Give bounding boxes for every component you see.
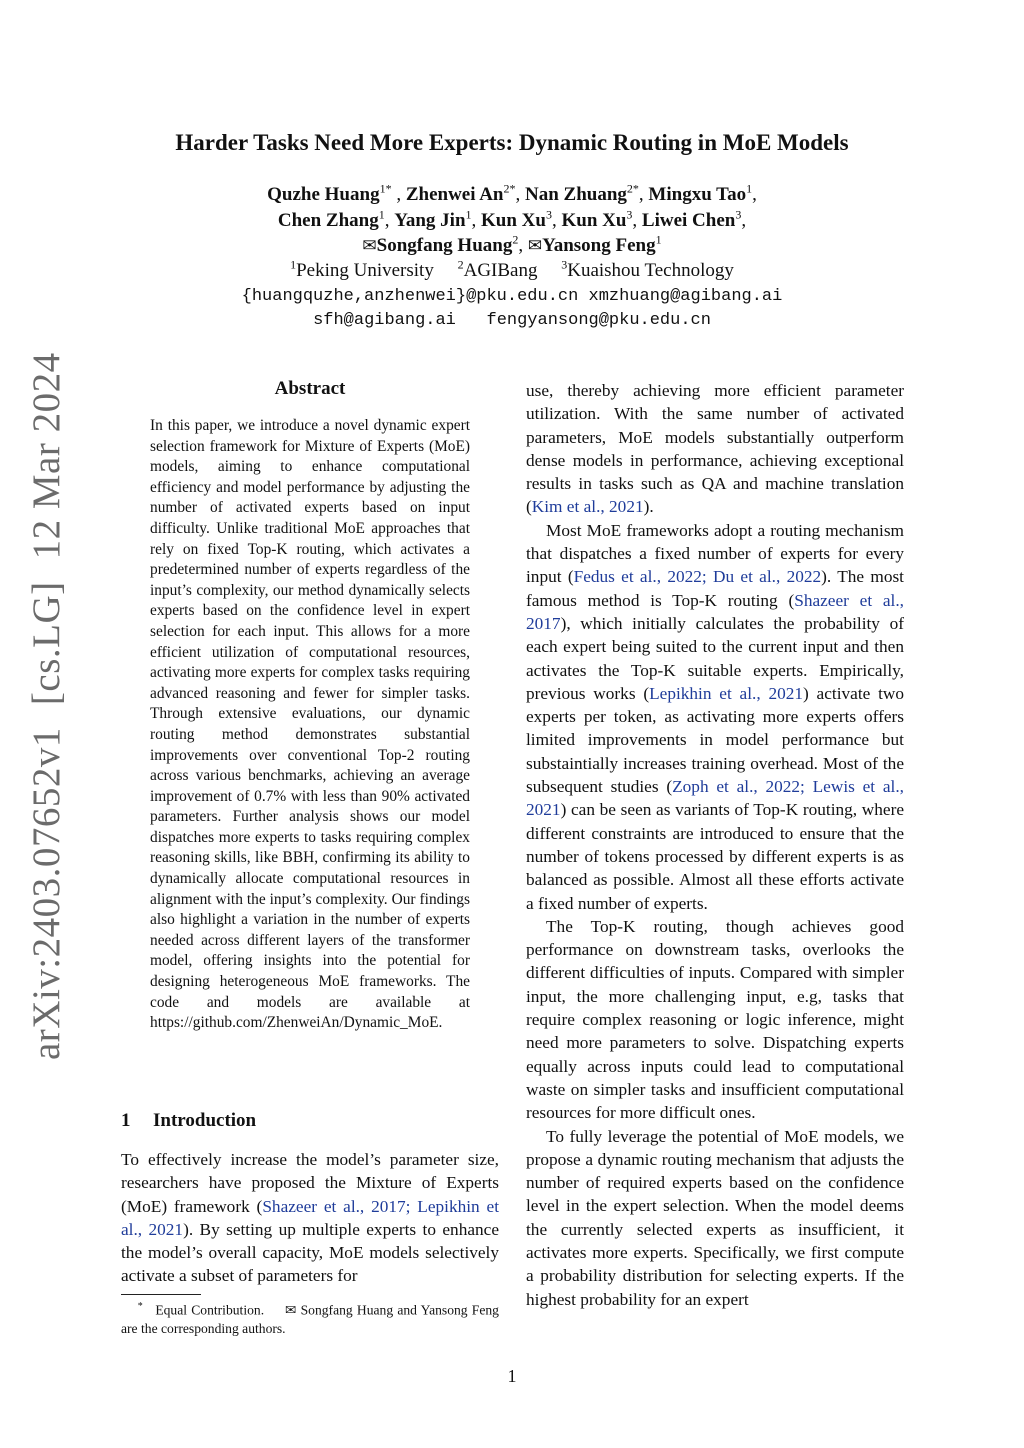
paper-title: Harder Tasks Need More Experts: Dynamic Routing in MoE Models [175,130,849,155]
author-name: Songfang Huang [376,235,513,256]
author-line-3: ✉Songfang Huang$^2$, ✉Yansong Feng$^1$ [362,232,662,256]
email-line-2 [0,311,1024,330]
footnote-mark: * [137,1301,143,1312]
envelope-icon: ✉ [285,1302,297,1318]
author-name: Yansong Feng [542,235,656,256]
citation-link[interactable]: Shazeer et al., 2017 [526,590,904,633]
author-name: Liwei Chen [641,210,736,231]
paragraph: To fully leverage the potential of MoE models, we propose a dynamic routing mechanism that adjusts the number of required experts based on the confidence level in the expert selection. When the model deems the currently selected experts as insufficient, it activates more experts. Specifically, we first compute a probability distribution for selecting experts. If the highest probability for an expert [526,1126,904,1309]
author-name: Kun Xu [481,210,546,231]
citation-link[interactable]: Zoph et al., 2022; Lewis et al., 2021 [526,777,904,820]
abstract-text: In this paper, we introduce a novel dynamic expert selection framework for Mixture of Experts (MoE) models, aiming to enhance computational efficiency and model performance by adjusting the number of activated experts based on input difficulty. Unlike traditional MoE approaches that rely on fixed Top-K routing, which activates a predetermined number of experts regardless of the input’s complexity, our method dynamically selects experts based on the confidence level in expert selection for each input. This allows for a more efficient utilization of computational resources, activating more experts for complex tasks requiring advanced reasoning and fewer for simpler tasks. Through extensive evaluations, our dynamic routing method demonstrates substantial improvements over conventional Top-2 routing across various benchmarks, achieving an average improvement of 0.7% with less than 90% activated parameters. Further analysis shows our model dispatches more experts to tasks requiring complex reasoning skills, like BBH, confirming its ability to dynamically allocate computational resources in alignment with the input’s complexity. Our findings also highlight a variation in the number of experts needed across different layers of the transformer model, offering insights into the potential for designing heterogeneous MoE frameworks. The code and models are available at https://github.com/ZhenweiAn/Dynamic_MoE. [150,417,470,1032]
affiliations: $^1$Peking University $^2$AGIBang $^3$Kuaishou Technology [290,257,734,281]
arxiv-id: arXiv:2403.07652v1 [25,727,68,1060]
right-column [526,379,904,1311]
affiliation: AGIBang [463,260,538,281]
email-address[interactable]: sfh@agibang.ai [313,311,456,330]
citation-link[interactable]: Kim et al., 2021 [531,497,644,517]
paragraph: Most MoE frameworks adopt a routing mechanism that dispatches a fixed number of experts for every input (Fedus et al., 2022; Du et al., 2022). The most famous method is Top-K routing (Shazeer et al., 2017), which initially calculates the probability of each expert being suited to the current input and then activates the Top-K suitable experts. Empirically, previous works (Lepikhin et al., 2021) activate two experts per token, as activating more experts offers limited improvements in model performance but substaintially increases training overhead. Most of the subsequent studies (Zoph et al., 2022; Lewis et al., 2021) can be seen as variants of Top-K routing, where different constraints are introduced to ensure that the number of tokens processed by different experts is as balanced as possible. Almost all these efforts activate a fixed number of experts. [526,520,905,913]
section-number: 1 [121,1110,131,1131]
section-heading-introduction [121,1110,256,1132]
author-name: Zhenwei An [405,184,504,205]
email-line-1[interactable]: {huangquzhe,anzhenwei}@pku.edu.cn xmzhuang@agibang.ai [241,287,783,306]
envelope-icon: ✉ [362,236,377,255]
paragraph: The Top-K routing, though achieves good performance on downstream tasks, overlooks the different difficulties of inputs. Compared with simpler input, the more challenging input, e.g, tasks that require complex reasoning or logic inference, might need more parameters to solve. Dispatching experts equally across inputs could lead to computational waste on simpler tasks and insufficient computational resources for more difficult ones. [526,916,904,1123]
author-name: Yang Jin [394,210,466,231]
author-name: Nan Zhuang [525,184,627,205]
arxiv-category: [cs.LG] [25,581,68,706]
author-line-1: Quzhe Huang$^{1*}$ , Zhenwei $An^{2*}$, Nan Zhuang$^{2*}$, Mingxu Tao$^1$, [267,181,757,205]
section-title: Introduction [153,1110,257,1131]
footnote: * Equal Contribution. ✉ Songfang Huang and Yansong Feng are the corresponding authors. [121,1301,499,1336]
affiliation: Peking University [296,260,434,281]
citation-link[interactable]: Shazeer et al., 2017; Lepikhin et al., 2021 [121,1196,499,1239]
citation-link[interactable]: Lepikhin et al., 2021 [649,683,804,703]
abstract-heading: Abstract [274,378,346,399]
author-name: Kun Xu [561,210,627,231]
footnote-rule [121,1294,201,1295]
intro-paragraph-1: To effectively increase the model’s parameter size, researchers have proposed the Mixture of Experts (MoE) framework (Shazeer et al., 2017; Lepikhin et al., 2021). By setting up multiple experts to enhance the model’s overall capacity, MoE models selectively activate a subset of parameters for [121,1150,499,1286]
paragraph: use, thereby achieving more efficient parameter utilization. With the same number of activated parameters, MoE models substantially outperform dense models in performance, achieving exceptional results in tasks such as QA and machine translation (Kim et al., 2021). [526,381,904,517]
author-name: Quzhe Huang [267,184,380,205]
author-name: Mingxu Tao [648,184,747,205]
arxiv-date: 12 Mar 2024 [25,352,68,560]
author-line-2: Chen Zhang$^1$, Yang Jin$^1$, Kun Xu$^3$, Kun Xu$^3$, Liwei Chen$^3$, [277,207,747,231]
author-name: Chen Zhang [277,210,379,231]
affiliation: Kuaishou Technology [567,260,734,281]
email-address[interactable]: fengyansong@pku.edu.cn [486,311,711,330]
arxiv-sidebar-stamp [24,352,69,1060]
page-number: 1 [507,1366,517,1386]
citation-link[interactable]: Fedus et al., 2022; Du et al., 2022 [573,567,822,587]
envelope-icon: ✉ [527,236,543,255]
